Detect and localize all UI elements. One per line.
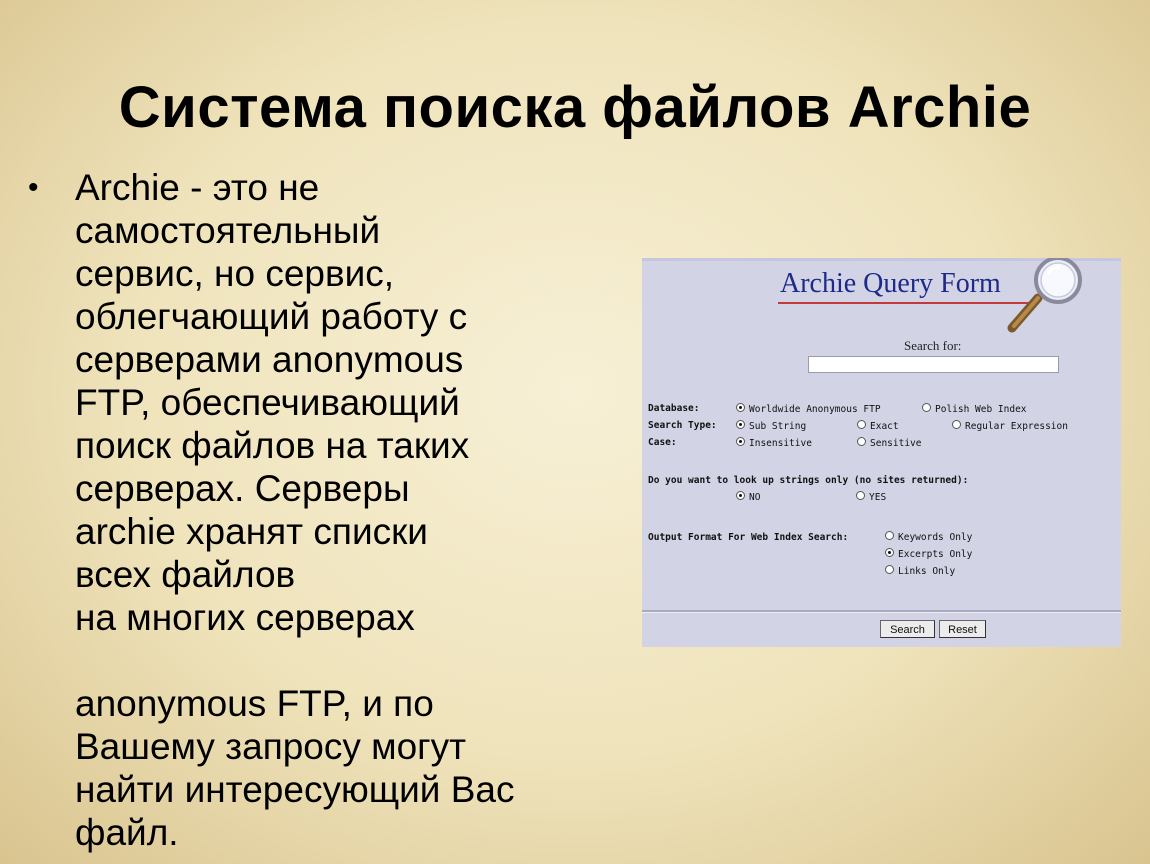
- search-type-radio-substring[interactable]: [736, 420, 745, 429]
- case-radio-insensitive[interactable]: [736, 437, 745, 446]
- output-format-label: Output Format For Web Index Search:: [648, 532, 849, 543]
- case-radio-sensitive[interactable]: [857, 437, 866, 446]
- search-input[interactable]: [808, 356, 1059, 373]
- search-type-option-substring: Sub String: [749, 421, 807, 432]
- search-for-label: Search for:: [904, 338, 962, 353]
- search-type-radio-exact[interactable]: [857, 420, 866, 429]
- strings-only-radio-no[interactable]: [736, 491, 745, 500]
- strings-only-radio-yes[interactable]: [856, 491, 865, 500]
- output-radio-excerpts[interactable]: [885, 548, 894, 557]
- case-option-sensitive: Sensitive: [870, 438, 922, 449]
- database-label: Database:: [648, 403, 700, 414]
- strings-only-option-yes: YES: [869, 492, 887, 503]
- form-title-underline: [778, 302, 1030, 304]
- output-option-excerpts: Excerpts Only: [898, 549, 973, 560]
- form-title: Archie Query Form: [780, 268, 1001, 299]
- search-type-option-regex: Regular Expression: [965, 421, 1068, 432]
- database-option-worldwide: Worldwide Anonymous FTP: [749, 404, 881, 415]
- case-option-insensitive: Insensitive: [749, 438, 812, 449]
- output-radio-links[interactable]: [885, 565, 894, 574]
- strings-only-option-no: NO: [749, 492, 761, 503]
- search-button[interactable]: Search: [880, 620, 935, 638]
- output-radio-keywords[interactable]: [885, 531, 894, 540]
- archie-query-form-screenshot: [642, 258, 1121, 647]
- database-radio-polish[interactable]: [922, 403, 931, 412]
- case-label: Case:: [648, 437, 677, 448]
- bullet-text: Archie - это не самостоятельный сервис, но сервис, облегчающий работу с серверами anonymous FTP, обеспечивающий поиск файлов на таких серверах. Серверы archie хранят списки всех файлов на многих серверах anonymous FTP, и по Вашему запросу могут найти интересующий Вас файл.: [75, 167, 515, 853]
- search-type-option-exact: Exact: [870, 421, 899, 432]
- output-option-links: Links Only: [898, 566, 956, 577]
- database-radio-worldwide[interactable]: [736, 403, 745, 412]
- search-type-label: Search Type:: [648, 420, 717, 431]
- database-option-polish: Polish Web Index: [935, 404, 1027, 415]
- slide-title: Система поиска файлов Archie: [118, 75, 1032, 140]
- search-type-radio-regex[interactable]: [952, 420, 961, 429]
- output-option-keywords: Keywords Only: [898, 532, 973, 543]
- strings-only-question: Do you want to look up strings only (no sites returned):: [648, 475, 969, 486]
- form-divider: [642, 610, 1121, 613]
- reset-button[interactable]: Reset: [939, 620, 986, 638]
- magnifier-icon: [1000, 258, 1090, 338]
- bullet-marker: •: [28, 171, 39, 204]
